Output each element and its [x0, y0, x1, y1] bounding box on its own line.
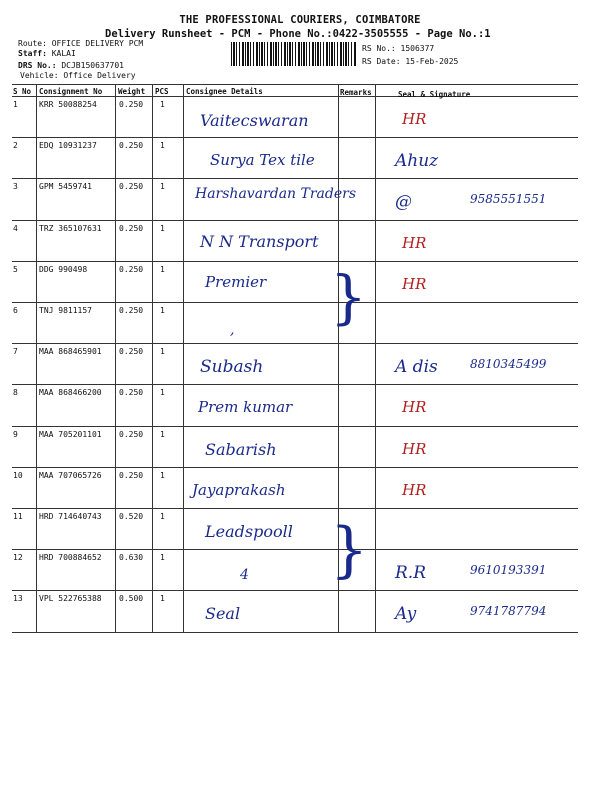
row-pcs: 1 [160, 512, 165, 521]
row-consignment-no: TNJ 9811157 [39, 306, 92, 315]
row-pcs: 1 [160, 264, 165, 274]
row-signature: @ [395, 192, 412, 213]
row-separator [12, 632, 578, 633]
row-weight: 0.250 [119, 306, 144, 315]
col-divider-2 [115, 84, 116, 632]
row-sno: 5 [13, 264, 18, 274]
row-consignment-no: DDG 990498 [39, 264, 88, 274]
row-weight: 0.500 [119, 594, 144, 604]
row-sno: 10 [13, 470, 23, 480]
vehicle-text: Vehicle: Office Delivery [20, 71, 136, 80]
row-weight: 0.250 [119, 429, 144, 439]
row-consignee-handwritten: Sabarish [205, 439, 277, 459]
row-pcs: 1 [160, 470, 165, 480]
rs-number: RS No.: 1506377 [362, 44, 435, 53]
row-signature: HR [402, 398, 427, 417]
row-weight: 0.250 [119, 470, 144, 480]
row-weight: 0.250 [119, 141, 144, 151]
col-divider-3 [152, 84, 153, 632]
row-weight: 0.250 [119, 100, 144, 109]
col-divider-1 [36, 84, 37, 632]
col-header-sno: S No [13, 87, 32, 96]
row-consignment-no: MAA 707065726 [39, 470, 102, 480]
company-title: THE PROFESSIONAL COURIERS, COIMBATORE [179, 14, 421, 26]
runsheet-title: Delivery Runsheet - PCM - Phone No.:0422-3505555 - Page No.:1 [105, 28, 491, 40]
row-consignee-handwritten: Surya Tex tile [210, 151, 315, 170]
row-signature: Ahuz [395, 151, 439, 172]
row-sno: 13 [13, 594, 23, 604]
row-pcs: 1 [160, 141, 165, 151]
row-weight: 0.520 [119, 512, 144, 521]
row-consignee-handwritten: 4 [240, 567, 249, 584]
barcode-image [231, 42, 357, 66]
row-sno: 9 [13, 429, 18, 439]
row-signature: Ay [395, 604, 417, 625]
row-pcs: 1 [160, 306, 165, 315]
row-signature: A dis [395, 357, 438, 378]
row-separator [12, 467, 578, 468]
row-separator [12, 508, 578, 509]
row-consignee-handwritten: Premier [205, 272, 267, 291]
row-signature: HR [402, 233, 427, 252]
row-consignee-handwritten: , [230, 322, 235, 338]
row-sno: 12 [13, 553, 23, 563]
row-separator [12, 590, 578, 591]
row-signature-phone: 9585551551 [470, 192, 547, 207]
row-separator [12, 137, 578, 138]
row-separator [12, 220, 578, 221]
drs-line [18, 61, 124, 70]
row-consignment-no: TRZ 365107631 [39, 223, 102, 233]
row-separator [12, 261, 578, 262]
row-signature-phone: 8810345499 [470, 357, 547, 372]
table-top-border [12, 84, 578, 85]
col-header-consignment: Consignment No [39, 87, 103, 96]
row-signature: HR [402, 274, 427, 293]
row-consignee-handwritten: Jayaprakash [192, 480, 286, 499]
row-consignment-no: HRD 714640743 [39, 512, 102, 521]
row-sno: 8 [13, 388, 18, 398]
row-sno: 1 [13, 100, 18, 109]
col-header-consignee: Consignee Details [186, 87, 263, 96]
row-consignment-no: MAA 705201101 [39, 429, 102, 439]
remarks-brace-1: } [330, 263, 367, 331]
row-sno: 7 [13, 347, 18, 357]
row-pcs: 1 [160, 553, 165, 563]
row-weight: 0.250 [119, 182, 144, 192]
row-consignee-handwritten: N N Transport [200, 231, 319, 251]
row-sno: 4 [13, 223, 18, 233]
drs-value: DCJB150637701 [61, 61, 124, 70]
row-consignee-handwritten: Prem kumar [198, 398, 293, 417]
row-consignment-no: GPM 5459741 [39, 182, 92, 192]
row-pcs: 1 [160, 182, 165, 192]
row-consignment-no: VPL 522765388 [39, 594, 102, 604]
row-consignee-handwritten: Leadspooll [205, 522, 293, 541]
row-consignment-no: EDQ 10931237 [39, 141, 97, 151]
row-pcs: 1 [160, 347, 165, 357]
row-pcs: 1 [160, 388, 165, 398]
row-weight: 0.630 [119, 553, 144, 563]
row-weight: 0.250 [119, 264, 144, 274]
drs-label: DRS No.: [18, 61, 57, 70]
row-signature: R.R [395, 563, 427, 584]
row-consignment-no: MAA 868465901 [39, 347, 102, 357]
row-sno: 3 [13, 182, 18, 192]
row-consignment-no: MAA 868466200 [39, 388, 102, 398]
row-separator [12, 426, 578, 427]
row-weight: 0.250 [119, 388, 144, 398]
route-text: Route: OFFICE DELIVERY PCM [18, 39, 144, 48]
row-signature: HR [402, 439, 427, 458]
row-separator [12, 178, 578, 179]
remarks-brace-2: } [330, 515, 369, 585]
row-separator [12, 549, 578, 550]
row-consignee-handwritten: Vaitecswaran [200, 111, 309, 130]
col-header-signature: Seal & Signature [398, 90, 471, 99]
row-sno: 11 [13, 512, 23, 521]
row-signature: HR [402, 480, 427, 499]
staff-label: Staff: [18, 49, 47, 58]
row-pcs: 1 [160, 223, 165, 233]
col-divider-4 [183, 84, 184, 632]
row-weight: 0.250 [119, 347, 144, 357]
row-signature: HR [402, 110, 427, 128]
staff-value: KALAI [51, 49, 76, 58]
row-consignee-handwritten: Harshavardan Traders [195, 186, 357, 203]
row-consignee-handwritten: Seal [205, 604, 241, 624]
rs-date: RS Date: 15-Feb-2025 [362, 57, 459, 66]
row-sno: 6 [13, 306, 18, 315]
row-consignee-handwritten: Subash [200, 357, 264, 378]
row-signature-phone: 9610193391 [470, 563, 547, 578]
row-sno: 2 [13, 141, 18, 151]
row-consignment-no: KRR 50088254 [39, 100, 97, 109]
header-bottom-border [12, 96, 578, 97]
row-separator [12, 343, 578, 344]
row-separator [12, 302, 578, 303]
row-pcs: 1 [160, 594, 165, 604]
col-header-weight: Weight [118, 87, 146, 96]
row-signature-phone: 9741787794 [470, 604, 547, 619]
col-header-remarks: Remarks [340, 88, 372, 97]
row-pcs: 1 [160, 100, 165, 109]
row-separator [12, 384, 578, 385]
row-weight: 0.250 [119, 223, 144, 233]
col-header-pcs: PCS [155, 87, 169, 96]
col-divider-6 [375, 84, 376, 632]
row-pcs: 1 [160, 429, 165, 439]
staff-line [18, 49, 76, 58]
row-consignment-no: HRD 700884652 [39, 553, 102, 563]
